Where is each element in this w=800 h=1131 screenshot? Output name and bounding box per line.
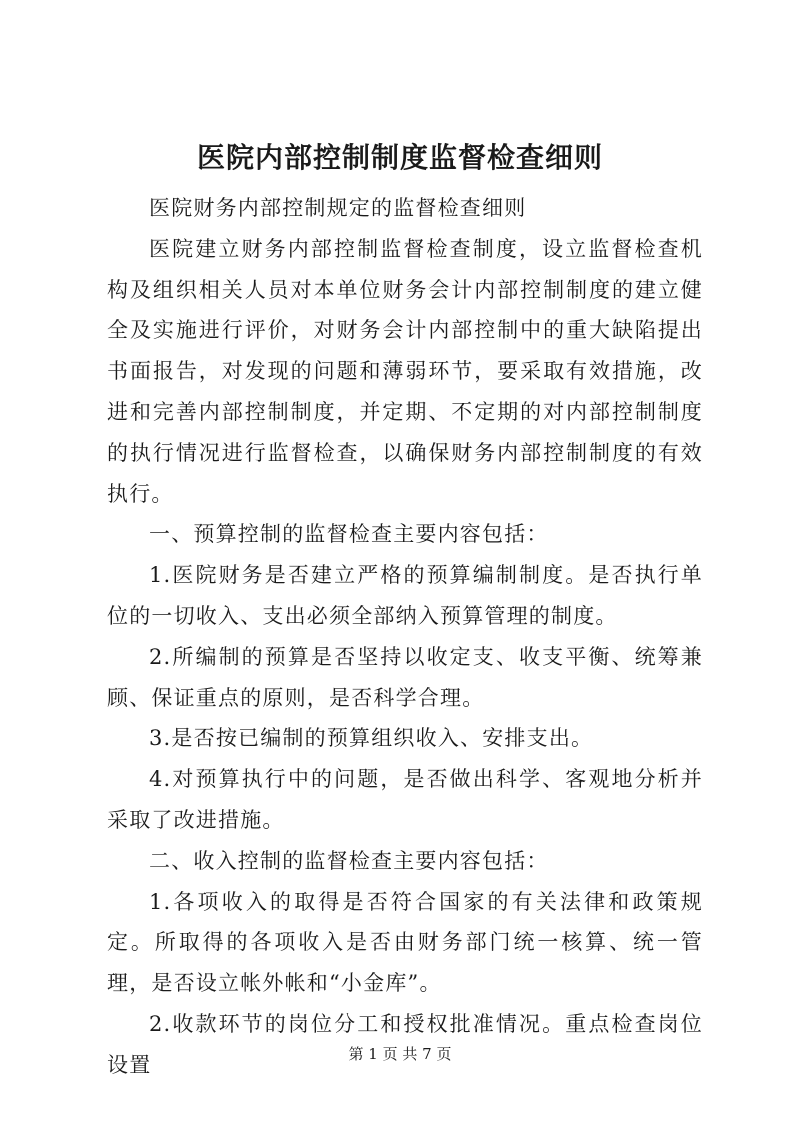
paragraph-section-heading: 二、收入控制的监督检查主要内容包括： (149, 848, 549, 873)
paragraph-item: 2.所编制的预算是否坚持以收定支、收支平衡、统筹兼顾、保证重点的原则，是否科学合理。 (107, 644, 703, 710)
paragraph-section-heading: 一、预算控制的监督检查主要内容包括： (149, 522, 549, 547)
document-body (107, 188, 703, 1086)
paragraph-subtitle: 医院财务内部控制规定的监督检查细则 (149, 196, 527, 220)
paragraph-item: 1.各项收入的取得是否符合国家的有关法律和政策规定。所取得的各项收入是否由财务部门统一核算、统一管理，是否设立帐外帐和“小金库”。 (107, 889, 703, 996)
page-footer (0, 1044, 800, 1064)
paragraph-intro: 医院建立财务内部控制监督检查制度，设立监督检查机构及组织相关人员对本单位财务会计内部控制制度的建立健全及实施进行评价，对财务会计内部控制中的重大缺陷提出书面报告，对发现的问题和薄弱环节，要采取有效措施，改进和完善内部控制制度，并定期、不定期的对内部控制制度的执行情况进行监督检查，以确保财务内部控制制度的有效执行。 (107, 236, 703, 506)
paragraph-item: 3.是否按已编制的预算组织收入、安排支出。 (149, 726, 594, 751)
page-number: 第 1 页 共 7 页 (348, 1045, 452, 1063)
paragraph-item: 1.医院财务是否建立严格的预算编制制度。是否执行单位的一切收入、支出必须全部纳入预算管理的制度。 (107, 563, 703, 628)
document-title: 医院内部控制制度监督检查细则 (196, 141, 603, 174)
paragraph-item: 2.收款环节的岗位分工和授权批准情况。重点检查岗位设置 (107, 1011, 703, 1077)
paragraph-item: 4.对预算执行中的问题，是否做出科学、客观地分析并采取了改进措施。 (107, 767, 703, 832)
